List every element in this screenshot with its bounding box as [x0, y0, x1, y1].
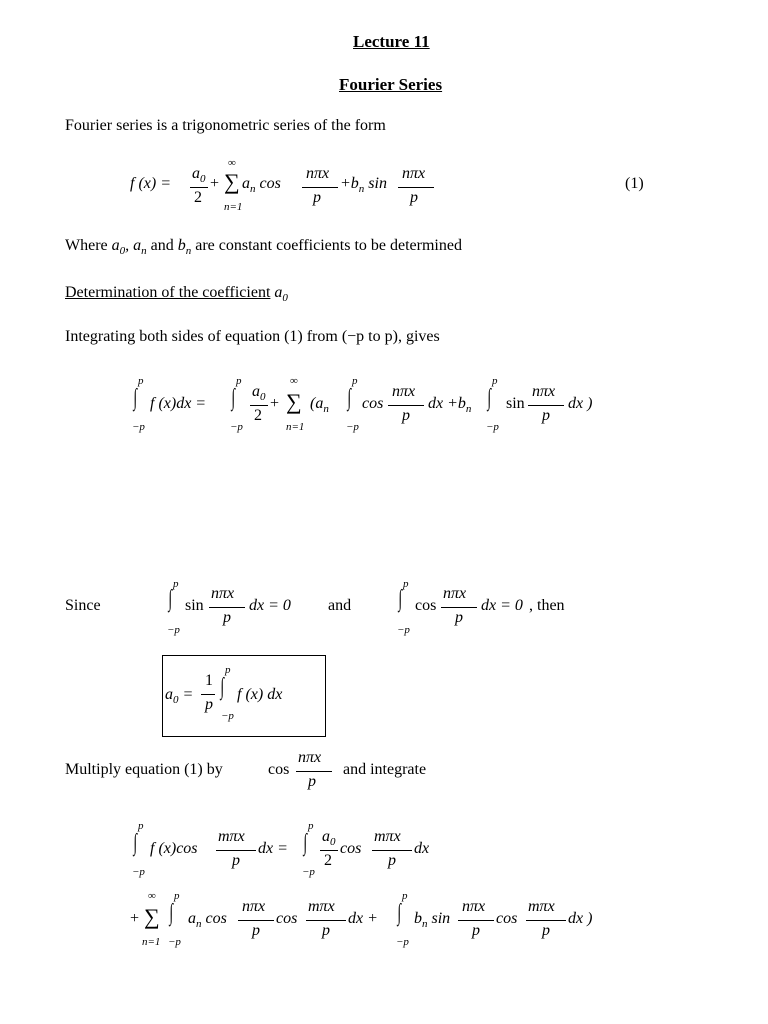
since-integral-sin: p ∫ −p sin nπx p dx = 0 [167, 578, 291, 636]
multiply-factor: cos nπx p [268, 749, 338, 795]
multiply-text: Multiply equation (1) by [65, 761, 223, 778]
determination-heading: Determination of the coefficient $a_0$ [65, 284, 288, 305]
a0-formula-box: $a_0$ = 1 p p ∫ −p f (x) dx [162, 655, 326, 737]
cos-integral-equation-continued: + ∞ ∑ n=1 p ∫ −p $a_n$ cos nπx p cos mπx p dx + p ∫ −p $b_n$ sin nπx p cos mπx p dx ) [130, 890, 593, 948]
lecture-title: Lecture 11 [353, 32, 430, 51]
equation-number: (1) [625, 175, 644, 192]
and-integrate-text: and integrate [343, 761, 427, 778]
and-label: and [328, 597, 352, 614]
integrating-text: Integrating both sides of equation (1) from (−p to p), gives [65, 328, 440, 345]
intro-text: Fourier series is a trigonometric series of the form [65, 117, 386, 134]
cos-integral-equation: p ∫ −p f (x)cos mπx p dx = p ∫ −p $a_0$ 2 cos mπx p dx [132, 820, 430, 878]
since-label: Since [65, 597, 101, 614]
topic-title: Fourier Series [339, 75, 443, 94]
integral-equation: p ∫ −p f (x)dx = p ∫ −p $a_0$ 2 + ∞ ∑ n=1 ($a_n$ p ∫ −p cos nπx p dx $+b_n$ p ∫ −p sin nπx p dx ) [132, 375, 593, 433]
equation-1: f (x) = $a_0$ 2 + ∞ ∑ n=1 $a_n$ cos nπx p $+b_n$ sin nπx p [130, 163, 470, 213]
where-line: Where $a_0$, $a_n$ and $b_n$ are constant coefficients to be determined [65, 237, 462, 258]
since-integral-cos: p ∫ −p cos nπx p dx = 0 , then [397, 578, 565, 636]
